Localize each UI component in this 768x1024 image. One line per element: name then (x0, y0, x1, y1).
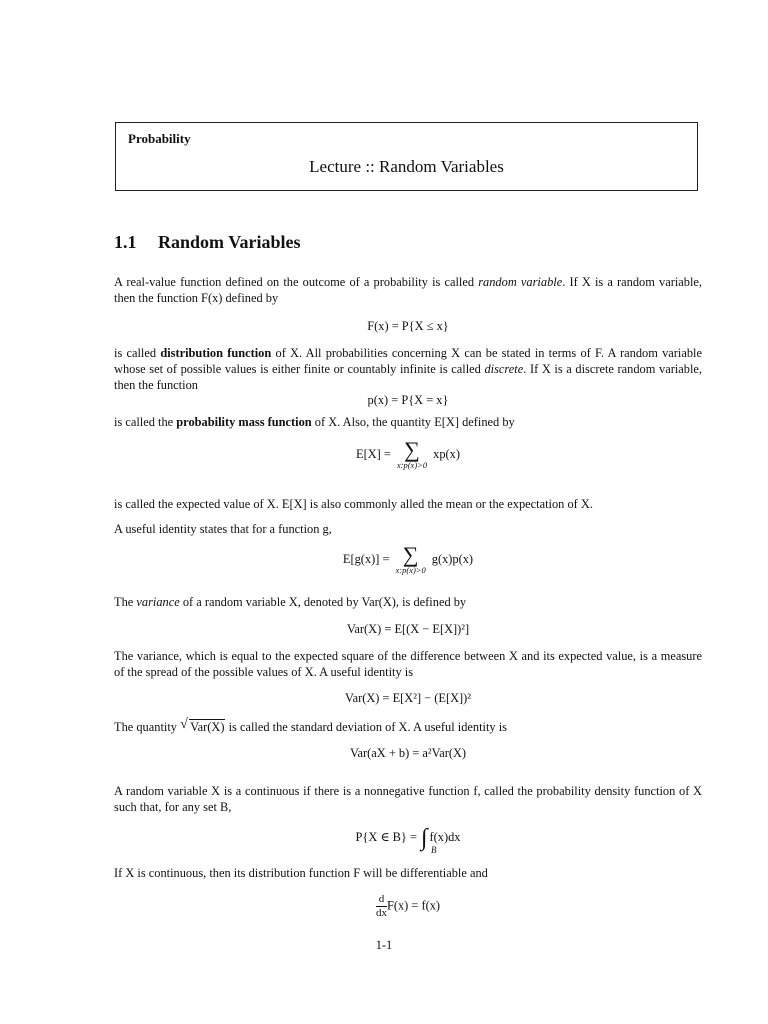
summation-symbol: ∑ (404, 437, 420, 462)
section-title: Random Variables (158, 232, 301, 252)
equation-variance-identity: Var(X) = E[X²] − (E[X])² (345, 691, 471, 705)
lecture-title: Lecture :: Random Variables (309, 157, 504, 176)
paragraph-variance-meaning: The variance, which is equal to the expected square of the difference between X and its expected value, is a measure of the spread of the possible values of X. A useful identity is (114, 649, 702, 679)
equation-variance: Var(X) = E[(X − E[X])²] (346, 622, 470, 636)
text-run: of a random variable X, denoted by Var(X), is defined by (179, 595, 467, 609)
text-run: A real-value function defined on the outcome of a probability is called (114, 275, 479, 289)
equation-lhs: P{X ∈ B} = (355, 829, 417, 844)
lecture-header-box (115, 122, 698, 191)
fraction-denominator: dx (375, 907, 387, 919)
paragraph-useful-identity: A useful identity states that for a function g, (114, 522, 332, 536)
text-run: of X. All probabilities concerning X can be stated in terms of F. A random variable whose set of possible values is either finite or countably infinite is called (114, 346, 703, 376)
text-run: . If X is a random variable, then the function F(x) defined by (114, 275, 703, 305)
paragraph-pmf (114, 414, 702, 430)
integral-symbol: ∫ (420, 825, 428, 851)
emphasis-term: random variable (478, 275, 563, 289)
paragraph-continuous-variable: A random variable X is a continuous if there is a nonnegative function f, called the probability density function of X such that, for any set B, (114, 784, 702, 814)
equation-lhs: E[g(x)] = (342, 551, 390, 566)
paragraph-definition-random-variable (114, 274, 702, 306)
course-title: Probability (128, 131, 191, 146)
text-run: The quantity (114, 720, 181, 734)
fraction-numerator: d (376, 893, 387, 907)
section-number: 1.1 (114, 232, 137, 252)
equation-rhs: F(x) = f(x) (386, 898, 441, 913)
summation-symbol: ∑ (402, 542, 419, 567)
equation-pmf: p(x) = P{X = x} (367, 393, 449, 407)
integral (420, 825, 437, 855)
paragraph-expected-value: is called the expected value of X. E[X] is also commonly alled the mean or the expectation of X. (114, 497, 593, 511)
summation-subscript: x:p(x)>0 (396, 460, 428, 470)
equation-derivative (114, 893, 702, 920)
square-root (180, 719, 225, 735)
text-run: is called the standard deviation of X. A useful identity is (225, 720, 507, 734)
summation (395, 542, 426, 575)
equation-rhs: f(x)dx (429, 829, 461, 844)
derivative-fraction (376, 893, 387, 920)
radical-argument: Var(X) (190, 720, 225, 734)
bold-term: distribution function (160, 346, 272, 360)
paragraph-distribution-function (114, 345, 702, 393)
radical-sign: √ (180, 717, 188, 732)
equation-density-integral (114, 825, 702, 855)
equation-expected-function (114, 542, 702, 575)
page-number: 1-1 (375, 938, 393, 952)
text-run: The (114, 595, 137, 609)
integral-subscript: B (430, 845, 437, 855)
emphasis-term: discrete (484, 362, 524, 376)
equation-rhs: xp(x) (433, 446, 460, 461)
summation (396, 437, 428, 470)
equation-linear-variance: Var(aX + b) = a²Var(X) (349, 746, 467, 760)
equation-distribution-function: F(x) = P{X ≤ x} (367, 319, 449, 333)
summation-subscript: x:p(x)>0 (395, 565, 426, 575)
text-run: is called the (114, 415, 177, 429)
equation-lhs: E[X] = (356, 446, 391, 461)
text-run: . If X is a discrete random variable, then the function (114, 362, 702, 392)
bold-term: probability mass function (176, 415, 312, 429)
paragraph-variance (114, 594, 702, 610)
equation-rhs: g(x)p(x) (431, 551, 474, 566)
text-run: is called (114, 346, 161, 360)
equation-expected-value (114, 437, 702, 470)
paragraph-standard-deviation (114, 719, 702, 735)
section-heading (114, 232, 301, 253)
text-run: of X. Also, the quantity E[X] defined by (311, 415, 515, 429)
emphasis-term: variance (136, 595, 180, 609)
paragraph-differentiable: If X is continuous, then its distribution function F will be differentiable and (114, 866, 488, 880)
